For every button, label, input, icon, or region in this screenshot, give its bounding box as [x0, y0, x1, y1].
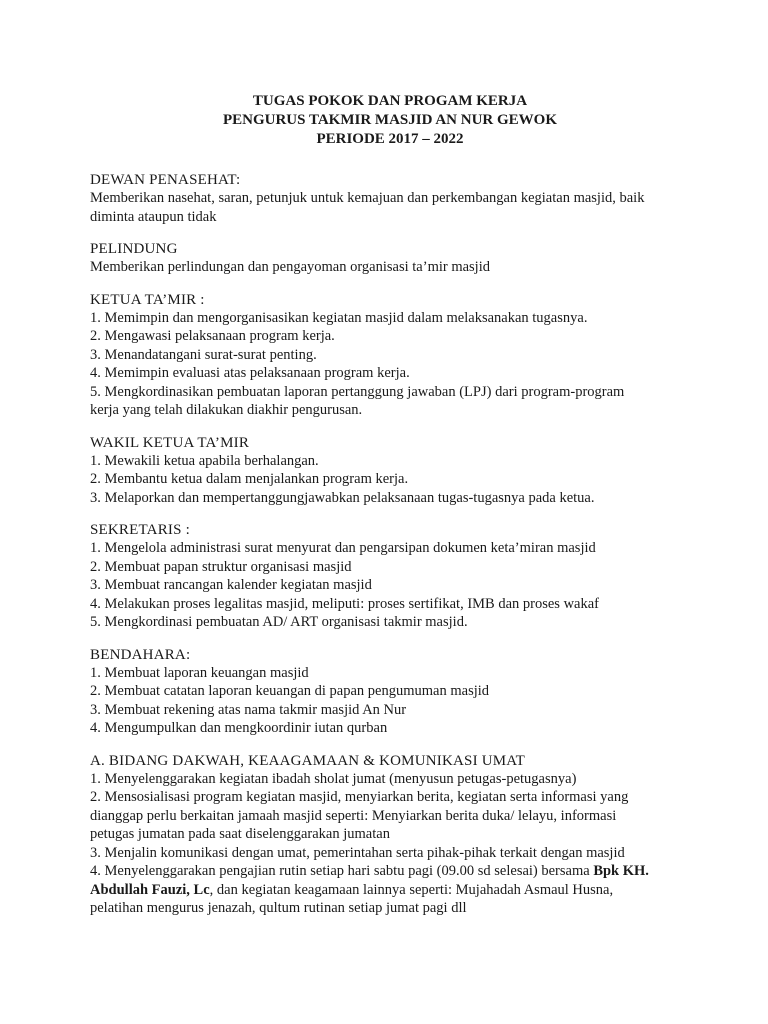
list-item: 3. Membuat rekening atas nama takmir masjid An Nur — [90, 701, 407, 718]
list-item: 3. Menjalin komunikasi dengan umat, pemerintahan serta pihak-pihak terkait dengan masjid — [90, 844, 625, 861]
list-item — [90, 862, 690, 881]
section-heading: SEKRETARIS : — [90, 522, 190, 538]
list-item: 4. Melakukan proses legalitas masjid, meliputi: proses sertifikat, IMB dan proses wakaf — [90, 595, 600, 612]
list-item: 2. Membuat catatan laporan keuangan di papan pengumuman masjid — [90, 683, 490, 699]
document-title — [90, 92, 690, 149]
list-item: 5. Mengkordinasi pembuatan AD/ ART organisasi takmir masjid. — [90, 614, 468, 630]
list-item: 3. Membuat rancangan kalender kegiatan masjid — [90, 577, 372, 593]
list-item: pelatihan mengurus jenazah, qultum rutinan setiap jumat pagi dll — [90, 900, 467, 916]
list-item: 2. Membantu ketua dalam menjalankan program kerja. — [90, 471, 409, 487]
section-heading: PELINDUNG — [90, 241, 178, 257]
section-sekretaris — [90, 521, 690, 632]
section-heading: KETUA TA’MIR : — [90, 291, 205, 308]
list-item: 1. Menyelenggarakan kegiatan ibadah sholat jumat (menyusun petugas-petugasnya) — [90, 770, 577, 787]
section-wakil-ketua — [90, 434, 690, 508]
title-line-2: PENGURUS TAKMIR MASJID AN NUR GEWOK — [222, 112, 558, 128]
section-heading: DEWAN PENASEHAT: — [90, 172, 241, 188]
section-dewan-penasehat — [90, 171, 690, 226]
bold-name: Abdullah Fauzi, Lc — [90, 881, 210, 898]
list-item: 1. Mengelola administrasi surat menyurat dan pengarsipan dokumen keta’miran masjid — [90, 540, 596, 556]
section-pelindung — [90, 240, 690, 277]
list-item: 1. Membuat laporan keuangan masjid — [90, 664, 309, 681]
list-item: 1. Mewakili ketua apabila berhalangan. — [90, 452, 319, 469]
list-item: 5. Mengkordinasikan pembuatan laporan pertanggung jawaban (LPJ) dari program-program — [90, 383, 625, 400]
document-page — [90, 92, 690, 918]
section-heading: BENDAHARA: — [90, 646, 191, 663]
list-item: 1. Memimpin dan mengorganisasikan kegiatan masjid dalam melaksanakan tugasnya. — [90, 309, 588, 326]
text-line: Memberikan nasehat, saran, petunjuk untuk kemajuan dan perkembangan kegiatan masjid, baik — [90, 190, 645, 206]
list-item: petugas jumatan pada saat diselenggarakan jumatan — [90, 826, 390, 842]
list-item: 3. Melaporkan dan mempertanggungjawabkan pelaksanaan tugas-tugasnya pada ketua. — [90, 489, 595, 506]
text-run: , dan kegiatan keagamaan lainnya seperti: Mujahadah Asmaul Husna, — [209, 881, 614, 898]
section-heading: WAKIL KETUA TA’MIR — [90, 434, 250, 451]
text-line: diminta ataupun tidak — [90, 208, 217, 225]
list-item: 2. Mensosialisasi program kegiatan masjid, menyiarkan berita, kegiatan serta informasi yang — [90, 789, 629, 805]
title-line-1: TUGAS POKOK DAN PROGAM KERJA — [252, 93, 528, 109]
list-item: dianggap perlu berkaitan jamaah masjid seperti: Menyiarkan berita duka/ lelayu, informasi — [90, 807, 617, 824]
list-item: 2. Mengawasi pelaksanaan program kerja. — [90, 328, 335, 344]
section-ketua-tamir — [90, 291, 690, 420]
title-line-3: PERIODE 2017 – 2022 — [316, 131, 464, 147]
list-item — [90, 881, 690, 900]
list-item: 4. Memimpin evaluasi atas pelaksanaan program kerja. — [90, 365, 410, 381]
section-heading: A. BIDANG DAKWAH, KEAAGAMAAN & KOMUNIKASI UMAT — [90, 752, 526, 769]
list-item: 3. Menandatangani surat-surat penting. — [90, 346, 317, 363]
text-line: Memberikan perlindungan dan pengayoman organisasi ta’mir masjid — [90, 259, 490, 275]
section-bidang-dakwah — [90, 752, 690, 918]
list-item: 4. Mengumpulkan dan mengkoordinir iutan qurban — [90, 720, 388, 736]
list-item: kerja yang telah dilakukan diakhir pengurusan. — [90, 402, 363, 418]
bold-name: Bpk KH. — [593, 863, 649, 879]
section-bendahara — [90, 646, 690, 738]
text-run: 4. Menyelenggarakan pengajian rutin setiap hari sabtu pagi (09.00 sd selesai) bersama — [90, 863, 594, 879]
list-item: 2. Membuat papan struktur organisasi masjid — [90, 558, 352, 575]
